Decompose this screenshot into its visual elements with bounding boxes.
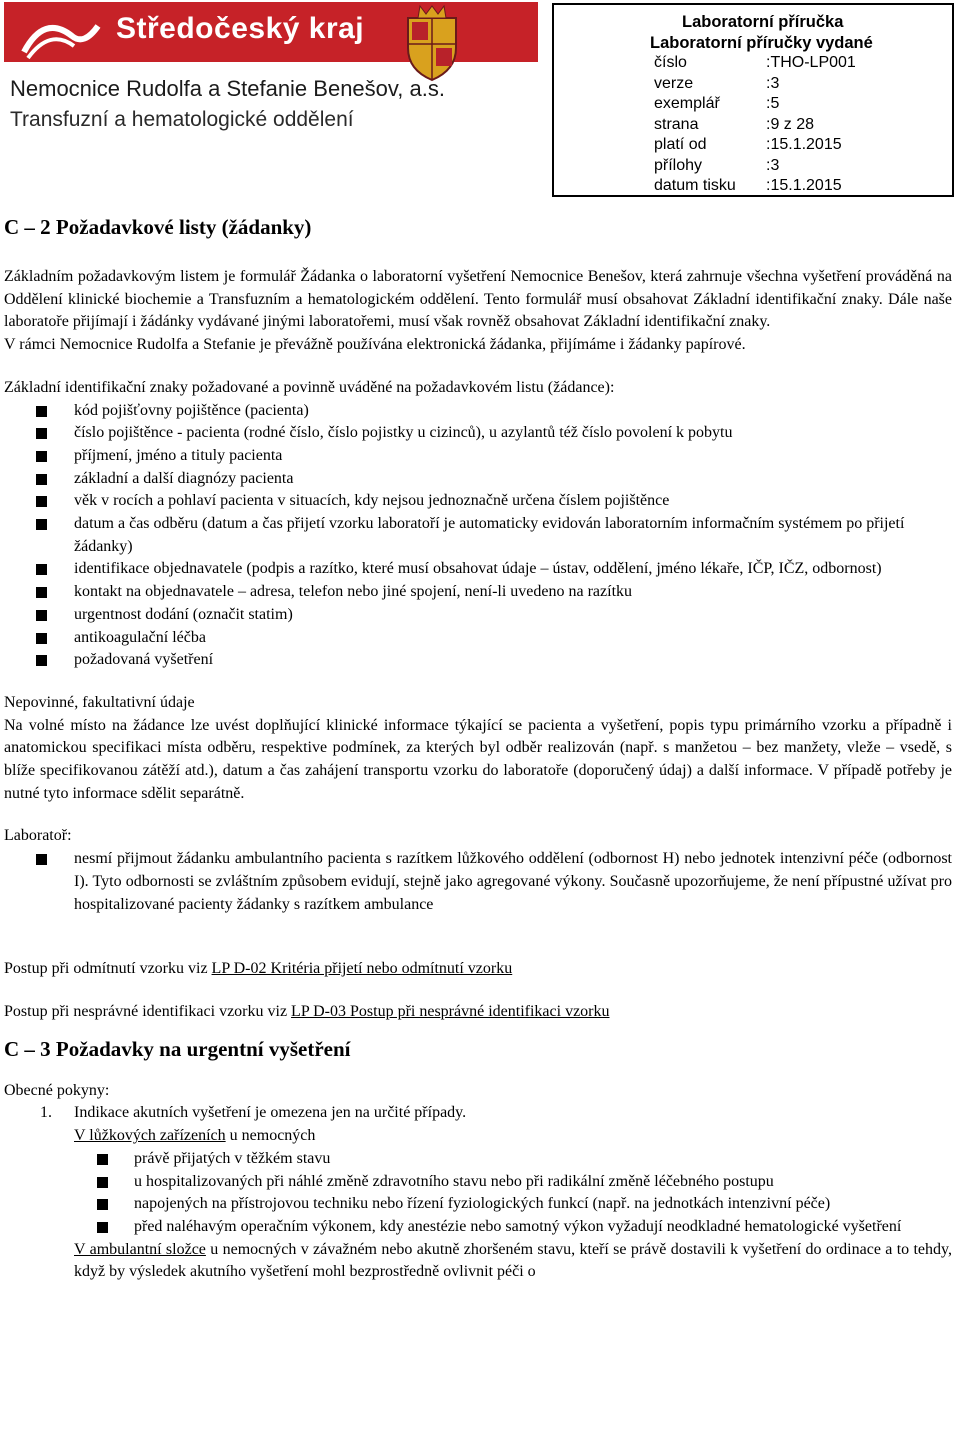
list-item: věk v rocích a pohlaví pacienta v situacích, kdy nejsou jednoznačně určena číslem pojištěnce: [4, 490, 952, 513]
list-item: kód pojišťovny pojištěnce (pacienta): [4, 400, 952, 423]
inpatient-paragraph: V lůžkových zařízeních u nemocných: [74, 1127, 316, 1145]
rejection-criteria-link[interactable]: LP D-02 Kritéria přijetí nebo odmítnutí vzorku: [211, 960, 513, 978]
info-row: číslo :THO-LP001: [654, 54, 856, 71]
list-item: nesmí přijmout žádanku ambulantního pacienta s razítkem lůžkového oddělení (odbornost H) nebo jednotek intenzivní péče (odbornost I). Tyto odbornosti se zvláštním způsobem evidují, stejně jako agregované výkony. Současně upozorňujeme, že není přípustné užívat pro hospitalizované pacienty žádanky s razítkem ambulance: [4, 848, 952, 916]
list-item: právě přijatých v těžkém stavu: [4, 1148, 952, 1171]
region-logo-icon: [14, 6, 104, 62]
list-item: příjmení, jméno a tituly pacienta: [4, 445, 952, 468]
document-info-box: [552, 3, 954, 197]
laboratory-list: [4, 848, 952, 916]
optional-heading: Nepovinné, fakultativní údaje: [4, 693, 195, 711]
outpatient-label: V ambulantní složce: [74, 1240, 206, 1258]
section-heading-c2: C – 2 Požadavkové listy (žádanky): [4, 215, 312, 239]
list-item: identifikace objednavatele (podpis a razítko, které musí obsahovat údaje – ústav, oddělení, jméno lékaře, IČP, IČZ, odbornost): [4, 558, 952, 581]
list-item: požadovaná vyšetření: [4, 649, 952, 672]
identification-list-intro: Základní identifikační znaky požadované a povinně uváděné na požadavkovém listu (žádance):: [4, 378, 615, 396]
laboratory-heading: Laboratoř:: [4, 827, 72, 845]
numbered-item: [4, 1102, 952, 1125]
optional-paragraph: Na volné místo na žádance lze uvést doplňující klinické informace týkající se pacienta a vyšetření, popis typu primárního vzorku a případně i anatomickou specifikaci místa odběru, respektive podmínek, za kterých byl odběr realizován (např. s manžetou – bez manžety, vleže – vsedě, s blíže specifikovanou zátěží atd.), datum a čas zahájení transportu vzorku do laboratoře (doporučený údaj) a další informace. V případě potřeby je nutné tyto informace sdělit separátně.: [4, 716, 952, 802]
rejection-procedure: Postup při odmítnutí vzorku viz LP D-02 Kritéria přijetí nebo odmítnutí vzorku: [4, 960, 513, 978]
hospital-name: Nemocnice Rudolfa a Stefanie Benešov, a.s.: [10, 76, 445, 101]
inpatient-list: [4, 1148, 952, 1239]
item-number: 1.: [40, 1104, 52, 1122]
document-body: [4, 212, 952, 1284]
list-item: datum a čas odběru (datum a čas přijetí vzorku laboratoří je automaticky evidován laboratorním informačním systémem po přijetí žádanky): [4, 513, 952, 558]
region-name: Středočeský kraj: [116, 12, 365, 45]
department-name: Transfuzní a hematologické oddělení: [10, 108, 354, 131]
list-item: antikoagulační léčba: [4, 627, 952, 650]
c2-intro-paragraph-2: V rámci Nemocnice Rudolfa a Stefanie je převážně používána elektronická žádanka, přijímáme i žádanky papírové.: [4, 336, 746, 354]
identification-list: [4, 400, 952, 672]
info-subtitle: Laboratorní příručky vydané: [650, 33, 873, 52]
outpatient-paragraph: V ambulantní složce u nemocných v závažném nebo akutně zhoršeném stavu, kteří se právě dostavili k vyšetření do ordinace a to tehdy, když by výsledek akutního vyšetření mohl bezprostředně ovlivnit péči o: [74, 1240, 952, 1281]
info-row: platí od :15.1.2015: [654, 136, 842, 153]
list-item: napojených na přístrojovou techniku nebo řízení fyziologických funkcí (např. na jednotkách intenzivní péče): [4, 1193, 952, 1216]
info-row: datum tisku :15.1.2015: [654, 177, 842, 194]
header-logo-area: [0, 0, 540, 190]
info-row: exemplář :5: [654, 95, 780, 112]
item-text: Indikace akutních vyšetření je omezena jen na určité případy.: [74, 1104, 467, 1122]
general-instructions-heading: Obecné pokyny:: [4, 1081, 110, 1099]
misidentification-link[interactable]: LP D-03 Postup při nesprávné identifikaci vzorku: [291, 1002, 610, 1020]
info-row: přílohy :3: [654, 156, 780, 174]
list-item: základní a další diagnózy pacienta: [4, 468, 952, 491]
section-heading-c3: C – 3 Požadavky na urgentní vyšetření: [4, 1036, 351, 1061]
list-item: číslo pojištěnce - pacienta (rodné číslo, číslo pojistky u cizinců), u azylantů též číslo povolení k pobytu: [4, 422, 952, 445]
coat-of-arms-icon: [400, 4, 464, 82]
list-item: u hospitalizovaných při náhlé změně zdravotního stavu nebo při radikální změně léčebného postupu: [4, 1171, 952, 1194]
inpatient-label: V lůžkových zařízeních: [74, 1127, 226, 1145]
info-title: Laboratorní příručka: [682, 13, 844, 31]
list-item: kontakt na objednavatele – adresa, telefon nebo jiné spojení, není-li uvedeno na razítku: [4, 581, 952, 604]
info-row: verze :3: [654, 74, 780, 92]
c2-intro-paragraph: Základním požadavkovým listem je formulář Žádanka o laboratorní vyšetření Nemocnice Benešov, která zahrnuje všechna vyšetření prováděná na Oddělení klinické biochemie a Transfuzním a hematologickém oddělení. Tento formulář musí obsahovat Základní identifikační znaky. Dále naše laboratoře přijímají i žádánky vydávané jinými laboratořemi, musí však rovněž obsahovat Základní identifikační znaky.: [4, 268, 952, 331]
info-row: strana :9 z 28: [654, 115, 815, 133]
list-item: před naléhavým operačním výkonem, kdy anestézie nebo samotný výkon vyžadují neodkladné hematologické vyšetření: [4, 1216, 952, 1239]
misidentification-procedure: Postup při nesprávné identifikaci vzorku viz LP D-03 Postup při nesprávné identifikaci vzorku: [4, 1002, 610, 1020]
list-item: urgentnost dodání (označit statim): [4, 604, 952, 627]
